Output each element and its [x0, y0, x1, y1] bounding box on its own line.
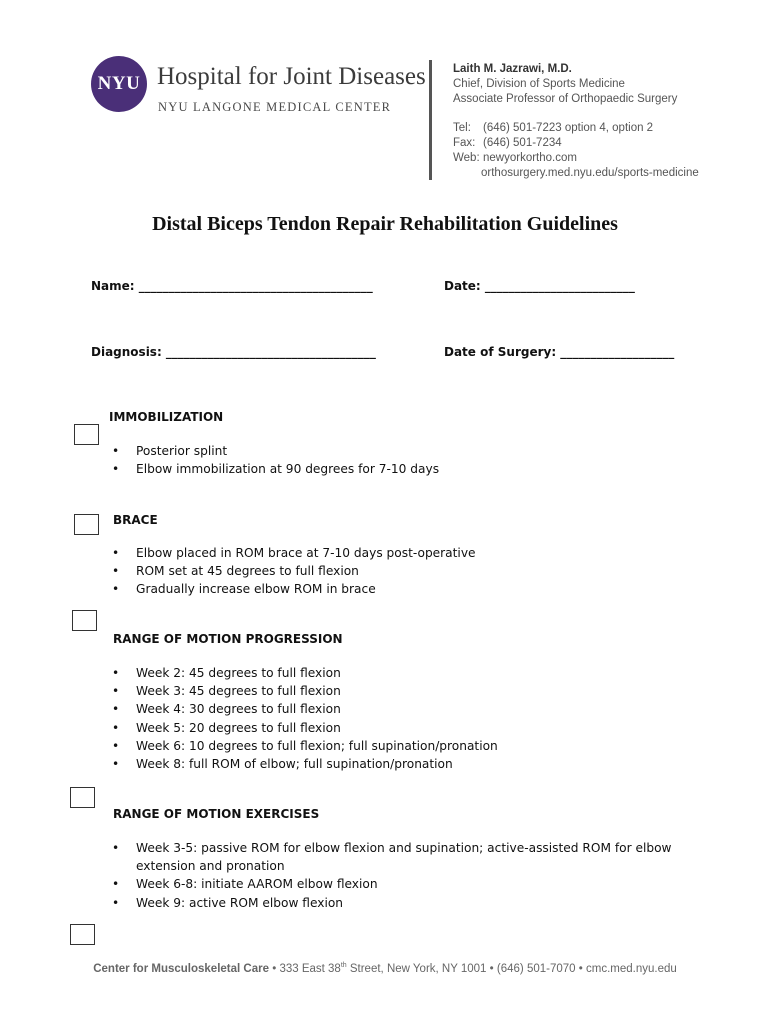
- web-value-2[interactable]: orthosurgery.med.nyu.edu/sports-medicine: [481, 167, 699, 179]
- list-item: • ROM set at 45 degrees to full flexion: [112, 564, 359, 579]
- tel-value: (646) 501-7223 option 4, option 2: [483, 122, 654, 134]
- web-label: Web:: [453, 152, 480, 164]
- web-value-1[interactable]: newyorkortho.com: [483, 152, 577, 164]
- footer: [0, 962, 770, 975]
- footer-address: 333 East 38th Street, New York, NY 1001: [279, 962, 487, 975]
- footer-sep: •: [489, 962, 494, 975]
- physician-role-1: Chief, Division of Sports Medicine: [453, 78, 625, 90]
- list-item: • Week 6-8: initiate AAROM elbow flexion: [112, 877, 378, 892]
- list-item: • Elbow immobilization at 90 degrees for 7-10 days: [112, 462, 440, 477]
- list-item: • Week 3-5: passive ROM for elbow flexion and supination; active-assisted ROM for elbow: [112, 841, 672, 855]
- document-title: Distal Biceps Tendon Repair Rehabilitation Guidelines: [152, 213, 618, 235]
- brace-list: [112, 544, 476, 599]
- name-field[interactable]: Name: _______________________________________: [91, 279, 373, 293]
- header-divider: [429, 60, 432, 180]
- immobilization-list: [112, 442, 440, 478]
- list-item: • Elbow placed in ROM brace at 7-10 days post-operative: [112, 546, 476, 560]
- tel-line: [453, 121, 699, 136]
- list-item-continuation: extension and pronation: [136, 859, 285, 874]
- nyu-logo-mark: NYU: [91, 56, 147, 112]
- physician-name: Laith M. Jazrawi, M.D.: [453, 63, 572, 75]
- list-item: • Week 6: 10 degrees to full flexion; full supination/pronation: [112, 738, 498, 753]
- list-item: • Week 5: 20 degrees to full flexion: [112, 720, 341, 735]
- physician-role-2: Associate Professor of Orthopaedic Surgery: [453, 93, 678, 105]
- list-item: • Week 9: active ROM elbow flexion: [112, 895, 344, 910]
- fax-line: [453, 136, 699, 151]
- medical-center-name: NYU LANGONE MEDICAL CENTER: [158, 100, 392, 114]
- list-item: • Gradually increase elbow ROM in brace: [112, 582, 376, 597]
- next-section-checkbox[interactable]: [70, 924, 95, 945]
- section-heading-rom-progression: RANGE OF MOTION PROGRESSION: [113, 632, 343, 646]
- list-item: • Week 4: 30 degrees to full flexion: [112, 702, 341, 717]
- hospital-name: Hospital for Joint Diseases: [157, 63, 426, 90]
- rom-progression-list: [112, 664, 498, 773]
- contact-block: [453, 62, 699, 181]
- list-item: • Week 8: full ROM of elbow; full supination/pronation: [112, 757, 453, 772]
- footer-sep: •: [578, 962, 583, 975]
- list-item: • Week 2: 45 degrees to full flexion: [112, 666, 341, 680]
- rom-exercises-checkbox[interactable]: [70, 787, 95, 808]
- section-heading-immobilization: IMMOBILIZATION: [109, 410, 224, 424]
- surgery-date-field[interactable]: Date of Surgery: ___________________: [444, 345, 675, 359]
- footer-web[interactable]: cmc.med.nyu.edu: [586, 962, 677, 975]
- fax-value: (646) 501-7234: [483, 137, 562, 149]
- tel-label: Tel:: [453, 122, 471, 134]
- rom-exercises-list: [112, 839, 672, 912]
- web-line: [453, 151, 699, 166]
- section-heading-rom-exercises: RANGE OF MOTION EXERCISES: [113, 807, 320, 821]
- fax-label: Fax:: [453, 137, 476, 149]
- diagnosis-field[interactable]: Diagnosis: ___________________________________: [91, 345, 376, 359]
- footer-org: Center for Musculoskeletal Care: [93, 962, 269, 975]
- date-field[interactable]: Date: _________________________: [444, 279, 635, 293]
- footer-phone: (646) 501-7070: [496, 962, 576, 975]
- section-heading-brace: BRACE: [113, 513, 158, 527]
- list-item: • Posterior splint: [112, 444, 228, 458]
- footer-sep: •: [272, 962, 277, 975]
- list-item: • Week 3: 45 degrees to full flexion: [112, 684, 341, 699]
- immobilization-checkbox[interactable]: [74, 424, 99, 445]
- rom-progression-checkbox[interactable]: [72, 610, 97, 631]
- brace-checkbox[interactable]: [74, 514, 99, 535]
